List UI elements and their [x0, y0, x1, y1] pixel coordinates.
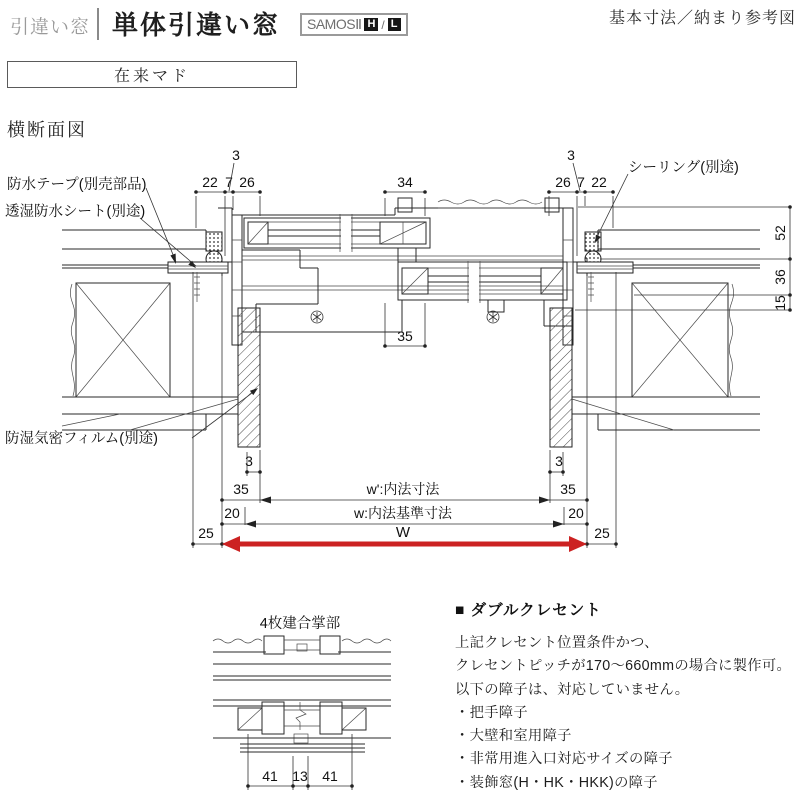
window-category-label: 引違い窓: [10, 17, 91, 38]
header-note: 基本寸法／納まり参考図: [608, 10, 796, 27]
screw-symbols: [311, 311, 499, 323]
note-line: 上記クレセント位置条件かつ、: [455, 635, 659, 651]
dim-41-right: 41: [322, 768, 338, 784]
dim-25-left: 25: [198, 525, 214, 541]
series-grade-separator: /: [381, 17, 385, 32]
w-prime-label: w':内法寸法: [366, 481, 440, 497]
dim-3-top-right: 3: [567, 147, 575, 163]
dim-35-right: 35: [560, 481, 576, 497]
crescent-lock: [488, 300, 504, 312]
dim-22-right: 22: [591, 174, 607, 190]
top-dimensions: [194, 147, 615, 256]
double-crescent-note: [455, 598, 800, 795]
note-bullet: ・非常用進入口対応サイズの障子: [455, 751, 673, 768]
dim-35-left: 35: [233, 481, 249, 497]
dim-3-bottom-right: 3: [555, 453, 563, 469]
dim-35-center: 35: [397, 328, 413, 344]
frame-type-label: 在来マド: [113, 68, 190, 85]
breathable-sheet-label: 透湿防水シート(別途): [5, 204, 146, 220]
dim-15: 15: [772, 295, 788, 311]
note-bullet: ・装飾窓(H・HK・HKK)の障子: [455, 774, 658, 791]
dim-26-right: 26: [555, 174, 571, 190]
dim-26-left: 26: [239, 174, 255, 190]
left-trim-post: [238, 308, 260, 447]
series-grade-h: H: [364, 18, 378, 31]
dim-52: 52: [772, 225, 788, 241]
sub-diagram: [213, 614, 391, 790]
note-bullet: ・把手障子: [455, 704, 528, 721]
dim-7-left: 7: [225, 174, 233, 190]
dim-41-left: 41: [262, 768, 278, 784]
vapor-film-label: 防湿気密フィルム(別途): [5, 431, 158, 447]
note-heading: ■ ダブルクレセント: [455, 602, 602, 619]
dim-36: 36: [772, 269, 788, 285]
waterproof-tape-label: 防水テープ(別売部品): [7, 177, 147, 193]
right-trim-post: [550, 308, 572, 447]
note-bullet: ・大壁和室用障子: [455, 728, 572, 745]
page-title: 単体引違い窓: [112, 10, 281, 40]
section-title: 横断面図: [7, 120, 87, 140]
note-line: 以下の障子は、対応していません。: [455, 681, 690, 698]
series-name: SAMOSⅡ: [307, 16, 362, 32]
w-label: w:内法基準寸法: [354, 505, 452, 521]
inner-sash: [398, 262, 567, 312]
dim-34-meeting: 34: [397, 174, 413, 190]
outer-sash: [244, 218, 430, 262]
dim-25-right: 25: [594, 525, 610, 541]
dim-7-right: 7: [577, 174, 585, 190]
dim-20-left: 20: [224, 505, 240, 521]
dim-3-top-left: 3: [232, 147, 240, 163]
center-dimension: [383, 303, 427, 348]
dim-20-right: 20: [568, 505, 584, 521]
sealing-label: シーリング(別途): [628, 160, 739, 176]
dim-3-bottom-left: 3: [245, 453, 253, 469]
dim-W: W: [395, 524, 411, 541]
note-line: クレセントピッチが170〜660mmの場合に製作可。: [455, 658, 792, 675]
dim-13: 13: [292, 768, 308, 784]
series-grade-l: L: [388, 18, 401, 31]
right-dimensions: [575, 205, 792, 312]
sub-diagram-title: 4枚建合掌部: [259, 616, 341, 632]
dim-22-left: 22: [202, 174, 218, 190]
